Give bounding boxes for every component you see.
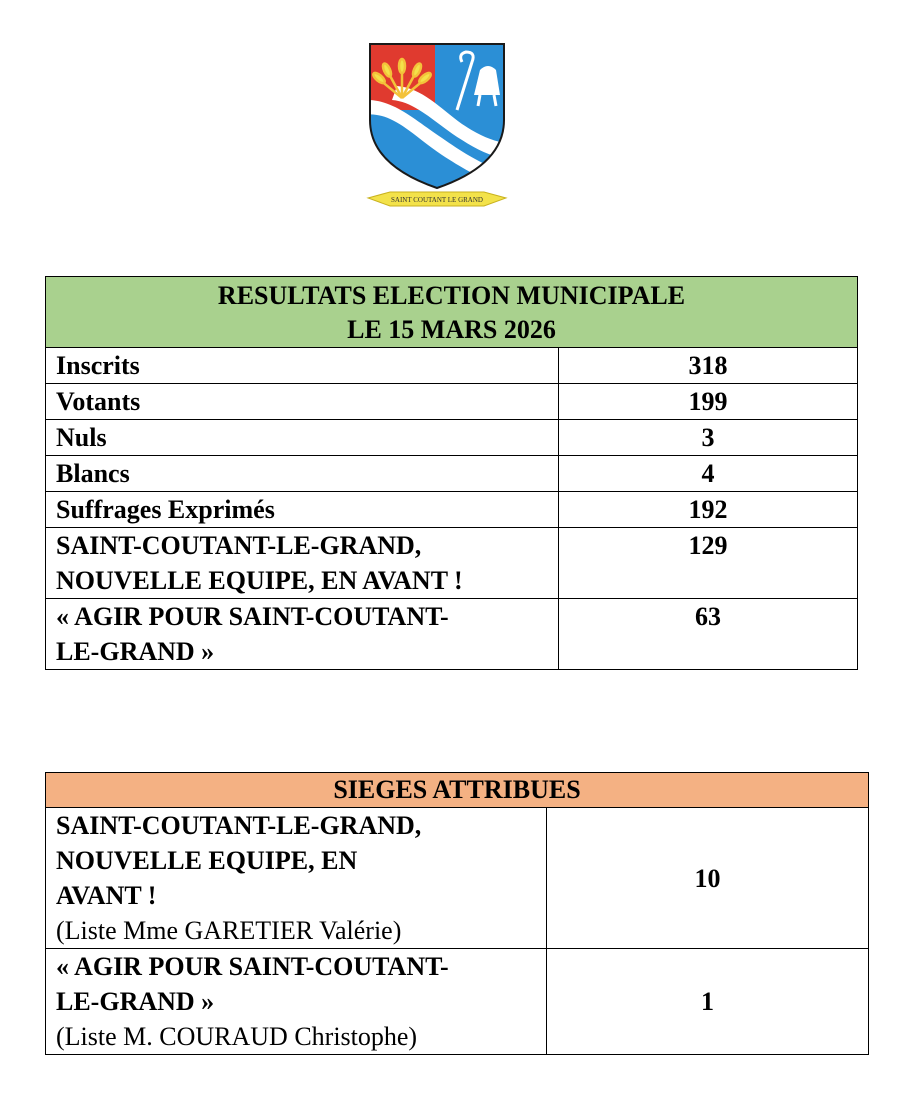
row-label: Votants bbox=[46, 384, 559, 420]
row-label: Suffrages Exprimés bbox=[46, 492, 559, 528]
row-value: 10 bbox=[547, 808, 869, 949]
row-subtitle: (Liste Mme GARETIER Valérie) bbox=[56, 916, 402, 945]
row-label bbox=[46, 949, 547, 1055]
table-row bbox=[46, 456, 858, 492]
results-header bbox=[46, 277, 858, 348]
row-label-line1: SAINT-COUTANT-LE-GRAND, bbox=[56, 811, 422, 840]
row-value: 192 bbox=[559, 492, 858, 528]
table-row bbox=[46, 420, 858, 456]
row-value: 129 bbox=[559, 528, 858, 599]
table-row bbox=[46, 492, 858, 528]
row-subtitle: (Liste M. COURAUD Christophe) bbox=[56, 1022, 418, 1051]
table-row bbox=[46, 384, 858, 420]
table-row bbox=[46, 528, 858, 599]
table-row bbox=[46, 808, 869, 949]
row-label-line2: NOUVELLE EQUIPE, EN AVANT ! bbox=[56, 566, 463, 595]
row-label: Nuls bbox=[46, 420, 559, 456]
table-row bbox=[46, 949, 869, 1055]
row-label-line1: SAINT-COUTANT-LE-GRAND, bbox=[56, 531, 422, 560]
row-label-line2: NOUVELLE EQUIPE, EN bbox=[56, 846, 358, 875]
row-label-line1: « AGIR POUR SAINT-COUTANT- bbox=[56, 952, 449, 981]
row-label-line2: LE-GRAND » bbox=[56, 637, 215, 666]
row-label-line1: « AGIR POUR SAINT-COUTANT- bbox=[56, 602, 449, 631]
row-label bbox=[46, 599, 559, 670]
row-value: 3 bbox=[559, 420, 858, 456]
results-title-line2: LE 15 MARS 2026 bbox=[347, 315, 556, 344]
crest-motto: SAINT COUTANT LE GRAND bbox=[391, 196, 483, 204]
seats-header: SIEGES ATTRIBUES bbox=[46, 773, 869, 808]
row-value: 1 bbox=[547, 949, 869, 1055]
seats-table bbox=[45, 772, 869, 1055]
results-title-line1: RESULTATS ELECTION MUNICIPALE bbox=[217, 281, 686, 310]
row-label-line3: AVANT ! bbox=[56, 881, 157, 910]
row-label: Blancs bbox=[46, 456, 559, 492]
row-value: 4 bbox=[559, 456, 858, 492]
row-value: 199 bbox=[559, 384, 858, 420]
coat-of-arms-logo bbox=[362, 40, 512, 215]
row-value: 318 bbox=[559, 348, 858, 384]
row-label-line2: LE-GRAND » bbox=[56, 987, 215, 1016]
row-value: 63 bbox=[559, 599, 858, 670]
table-row bbox=[46, 599, 858, 670]
row-label bbox=[46, 528, 559, 599]
row-label bbox=[46, 808, 547, 949]
row-label: Inscrits bbox=[46, 348, 559, 384]
results-table bbox=[45, 276, 858, 670]
table-row bbox=[46, 348, 858, 384]
